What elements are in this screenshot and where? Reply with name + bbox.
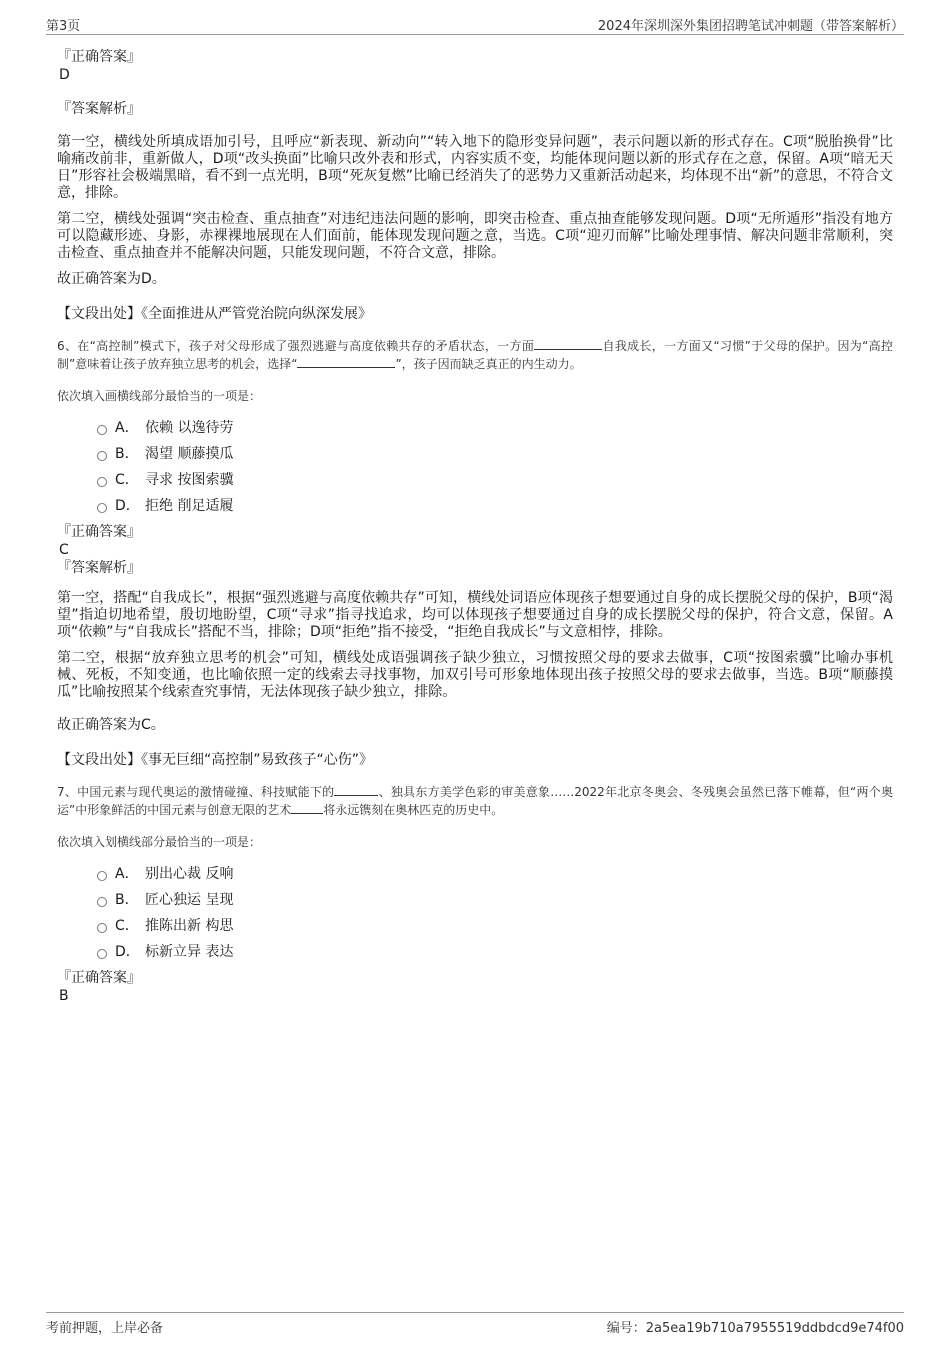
answer-value: C — [59, 542, 69, 558]
option-c[interactable]: C． 推陈出新 构思 — [57, 917, 893, 943]
page-footer — [46, 1312, 904, 1336]
radio-icon[interactable] — [97, 923, 107, 933]
page-header — [46, 12, 904, 35]
analysis-label: 『答案解析』 — [57, 560, 141, 576]
option-a[interactable]: A． 依赖 以逸待劳 — [57, 419, 893, 445]
footer-slogan: 考前押题，上岸必备 — [46, 1321, 164, 1336]
radio-icon[interactable] — [97, 451, 107, 461]
option-a[interactable]: A． 别出心裁 反响 — [57, 865, 893, 891]
blank-line — [291, 801, 323, 814]
answer-value: B — [59, 988, 69, 1004]
document-id: 编号：2a5ea19b710a7955519ddbdcd9e74f00 — [606, 1321, 904, 1336]
answer-label: 『正确答案』 — [57, 970, 141, 986]
option-d[interactable]: D． 标新立异 表达 — [57, 943, 893, 969]
blank-line — [334, 783, 378, 796]
blank-line — [534, 337, 602, 350]
option-b[interactable]: B． 匠心独运 呈现 — [57, 891, 893, 917]
analysis-conclusion: 故正确答案为C。 — [57, 717, 165, 733]
radio-icon[interactable] — [97, 425, 107, 435]
radio-icon[interactable] — [97, 503, 107, 513]
option-list — [57, 865, 893, 969]
answer-label: 『正确答案』 — [57, 49, 141, 65]
section-a — [57, 48, 893, 323]
question-7 — [57, 783, 893, 1005]
analysis-paragraph: 第二空，根据“放弃独立思考的机会”可知，横线处成语强调孩子缺少独立，习惯按照父母的要求去做事，C项“按图索骥”比喻办事机械、死板，不知变通，也比喻依照一定的线索去寻找事物，加双引号可形象地体现出孩子按照父母的要求去做事，当选。B项“顺藤摸瓜”比喻按照某个线索查究事情，无法体现孩子缺少独立，排除。 — [57, 650, 893, 700]
blank-line — [297, 355, 395, 368]
option-b[interactable]: B． 渴望 顺藤摸瓜 — [57, 445, 893, 471]
analysis-paragraph: 第一空，搭配“自我成长”，根据“强烈逃避与高度依赖共存”可知，横线处词语应体现孩子想要通过自身的成长摆脱父母的保护，B项“渴望”指迫切地希望，殷切地盼望，C项“寻求”指寻找追求，均可以体现孩子想要通过自身的成长摆脱父母的保护，符合文意，保留。A项“依赖”与“自我成长”搭配不当，排除；D项“拒绝”指不接受，“拒绝自我成长”与文意相悖，排除。 — [57, 590, 893, 640]
option-d[interactable]: D． 拒绝 削足适履 — [57, 497, 893, 523]
page-number: 第3页 — [46, 19, 81, 34]
question-stem: 6、在“高控制”模式下，孩子对父母形成了强烈逃避与高度依赖共存的矛盾状态，一方面 自我成长，一方面又“习惯”于父母的保护。因为“高控制”意味着让孩子放弃独立思考的机会，选择“ ”，孩子因而缺乏真正的内生动力。 — [57, 339, 894, 371]
source-citation: 【文段出处】《事无巨细“高控制”易致孩子“心伤”》 — [57, 752, 374, 768]
answer-value: D — [59, 67, 70, 83]
option-c[interactable]: C． 寻求 按图索骥 — [57, 471, 893, 497]
radio-icon[interactable] — [97, 871, 107, 881]
document-body — [57, 48, 893, 1005]
question-stem: 7、中国元素与现代奥运的激情碰撞、科技赋能下的 、独具东方美学色彩的审美意象……2022年北京冬奥会、冬残奥会虽然已落下帷幕，但“两个奥运”中形象鲜活的中国元素与创意无限的艺术 将永远镌刻在奥林匹克的历史中。 — [57, 785, 893, 817]
analysis-conclusion: 故正确答案为D。 — [57, 271, 166, 287]
question-6 — [57, 337, 893, 769]
radio-icon[interactable] — [97, 477, 107, 487]
source-citation: 【文段出处】《全面推进从严管党治院向纵深发展》 — [57, 306, 372, 322]
answer-label: 『正确答案』 — [57, 524, 141, 540]
radio-icon[interactable] — [97, 949, 107, 959]
analysis-paragraph: 第二空，横线处强调“突击检查、重点抽查”对违纪违法问题的影响，即突击检查、重点抽查能够发现问题。D项“无所遁形”指没有地方可以隐藏形迹、身影，赤裸裸地展现在人们面前，能体现发现问题之意，当选。C项“迎刃而解”比喻处理事情、解决问题非常顺利，突击检查、重点抽查并不能解决问题，只能发现问题，不符合文意，排除。 — [57, 211, 893, 261]
document-title: 2024年深圳深外集团招聘笔试冲刺题（带答案解析） — [597, 19, 904, 34]
analysis-label: 『答案解析』 — [57, 101, 141, 117]
question-instruction: 依次填入划横线部分最恰当的一项是： — [57, 835, 262, 849]
question-instruction: 依次填入画横线部分最恰当的一项是： — [57, 389, 262, 403]
analysis-paragraph: 第一空，横线处所填成语加引号，且呼应“新表现、新动向”“转入地下的隐形变异问题”，表示问题以新的形式存在。C项“脱胎换骨”比喻痛改前非，重新做人，D项“改头换面”比喻只改外表和形式，内容实质不变，均能体现问题以新的形式存在之意，保留。A项“暗无天日”形容社会极端黑暗，看不到一点光明，B项“死灰复燃”比喻已经消失了的恶势力又重新活动起来，均体现不出“新”的意思，不符合文意，排除。 — [57, 134, 893, 201]
option-list — [57, 419, 893, 523]
radio-icon[interactable] — [97, 897, 107, 907]
